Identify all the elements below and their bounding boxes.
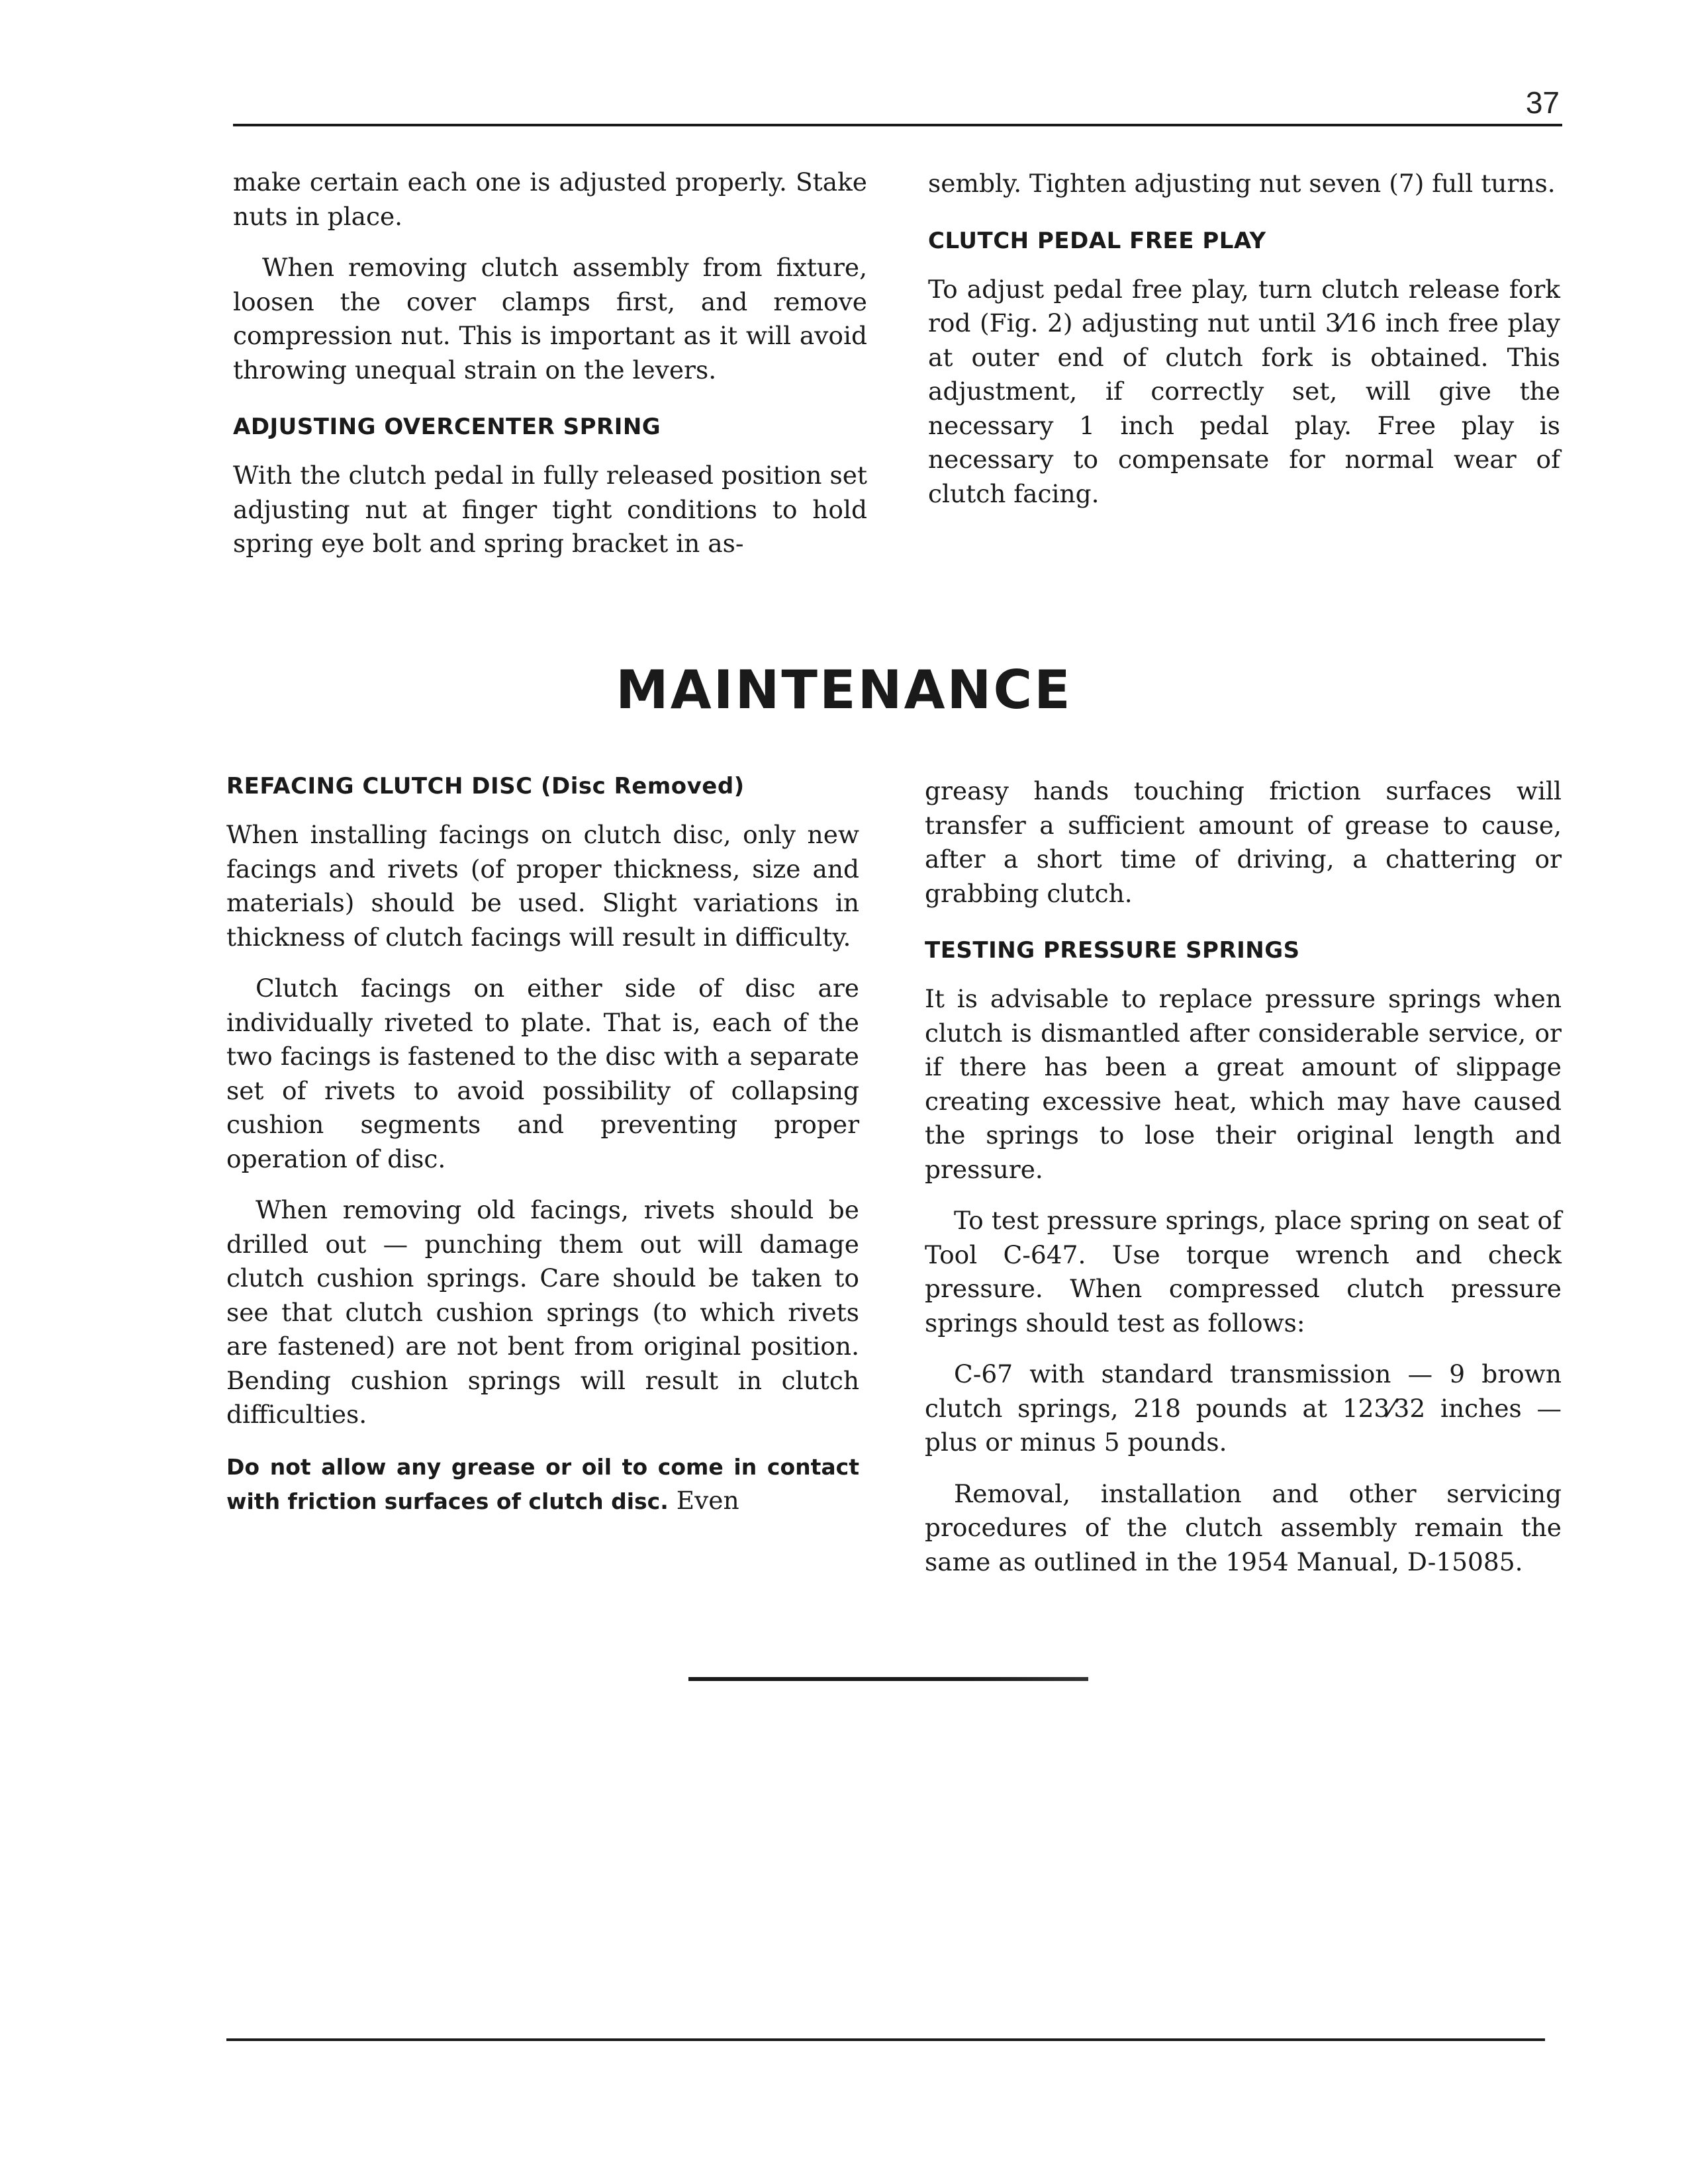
caution-paragraph xyxy=(226,1449,859,1519)
section-end-rule xyxy=(688,1677,1088,1681)
section-heading-testing-pressure-springs: TESTING PRESSURE SPRINGS xyxy=(925,937,1300,964)
header-rule xyxy=(233,124,1562,126)
paragraph: To test pressure springs, place spring on seat of Tool C-647. Use torque wrench and check pressure. When compressed clutch pressure springs should test as follows: xyxy=(925,1206,1562,1338)
bottom-right-column xyxy=(925,774,1562,1596)
paragraph: When removing clutch assembly from fixture, loosen the cover clamps first, and remove compression nut. This is important as it will avoid throwing unequal strain on the levers. xyxy=(233,253,867,385)
paragraph: sembly. Tighten adjusting nut seven (7) full turns. xyxy=(928,169,1556,198)
top-left-column xyxy=(233,165,867,578)
section-heading-clutch-pedal-free-play: CLUTCH PEDAL FREE PLAY xyxy=(928,227,1266,254)
caution-trailing-text: Even xyxy=(668,1486,739,1515)
footer-rule xyxy=(226,2038,1545,2041)
bottom-left-column xyxy=(226,772,859,1536)
section-title-maintenance: MAINTENANCE xyxy=(616,659,1072,721)
section-heading-adjusting-overcenter-spring: ADJUSTING OVERCENTER SPRING xyxy=(233,414,661,440)
paragraph: C-67 with standard transmission — 9 brown clutch springs, 218 pounds at 123⁄32 inches — plus or minus 5 pounds. xyxy=(925,1359,1562,1457)
paragraph: Removal, installation and other servicing procedures of the clutch assembly remain the same as outlined in the 1954 Manual, D-15085. xyxy=(925,1479,1562,1576)
paragraph: make certain each one is adjusted properly. Stake nuts in place. xyxy=(233,167,867,231)
page-number: 37 xyxy=(1525,85,1560,120)
paragraph: Clutch facings on either side of disc are individually riveted to plate. That is, each of the two facings is fastened to the disc with a separate set of rivets to avoid possibility of collapsing cushion segments and preventing proper operation of disc. xyxy=(226,974,859,1173)
top-right-column xyxy=(928,167,1560,528)
paragraph: It is advisable to replace pressure springs when clutch is dismantled after considerable service, or if there has been a great amount of slippage creating excessive heat, which may have caused the springs to lose their original length and pressure. xyxy=(925,984,1562,1184)
paragraph: greasy hands touching friction surfaces will transfer a sufficient amount of grease to cause, after a short time of driving, a chattering or grabbing clutch. xyxy=(925,776,1562,908)
paragraph: To adjust pedal free play, turn clutch release fork rod (Fig. 2) adjusting nut until 3⁄16 inch free play at outer end of clutch fork is obtained. This adjustment, if correctly set, will give the necessary 1 inch pedal play. Free play is necessary to compensate for normal wear of clutch facing. xyxy=(928,274,1560,508)
paragraph: When removing old facings, rivets should be drilled out — punching them out will damage clutch cushion springs. Care should be taken to see that clutch cushion springs (to which rivets are fastened) are not bent from original position. Bending cushion springs will result in clutch difficulties. xyxy=(226,1195,859,1429)
paragraph: With the clutch pedal in fully released position set adjusting nut at finger tight conditions to hold spring eye bolt and spring bracket in as- xyxy=(233,461,867,558)
section-heading-refacing-clutch-disc: REFACING CLUTCH DISC (Disc Removed) xyxy=(226,773,745,799)
caution-bold-text: Do not allow any grease or oil to come in contact with friction surfaces of clutch disc. xyxy=(226,1453,859,1514)
paragraph: When installing facings on clutch disc, only new facings and rivets (of proper thickness, size and materials) should be used. Slight variations in thickness of clutch facings will result in difficulty. xyxy=(226,820,859,952)
